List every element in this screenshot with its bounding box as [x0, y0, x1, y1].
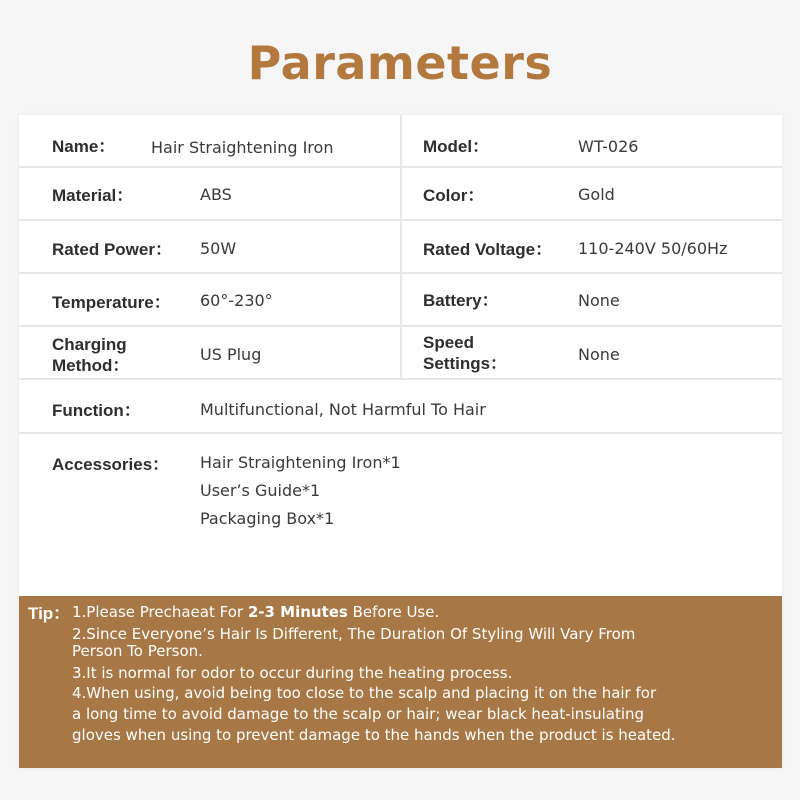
tip-1-after: Before Use.: [347, 603, 440, 621]
color-label: Color：: [423, 186, 485, 205]
tip-1-bold: 2-3 Minutes: [247, 603, 348, 621]
accessories-label: Accessories：: [52, 455, 170, 474]
color-value: Gold: [578, 185, 615, 204]
page-title: Parameters: [247, 36, 553, 90]
accessory-item: Packaging Box*1: [200, 509, 335, 528]
tip-2-line-2: Person To Person.: [72, 642, 203, 660]
material-value: ABS: [200, 185, 232, 204]
temperature-label: Temperature：: [52, 293, 171, 312]
charging-method-label-line1: Charging: [52, 335, 127, 354]
speed-settings-label-line1: Speed: [423, 333, 475, 352]
tip-label: Tip：: [28, 604, 71, 623]
charging-method-label-line2: Method：: [52, 356, 130, 375]
tip-4-line-3: gloves when using to prevent damage to the hands when the product is heated.: [72, 726, 676, 744]
function-value: Multifunctional, Not Harmful To Hair: [200, 400, 486, 419]
rated-power-label: Rated Power：: [52, 240, 172, 259]
name-label: Name：: [52, 137, 116, 156]
tips-panel: [19, 596, 782, 768]
speed-settings-label-line2: Settings：: [423, 354, 508, 373]
rated-power-value: 50W: [200, 239, 237, 258]
charging-method-value: US Plug: [200, 345, 262, 364]
tip-1: [72, 603, 439, 622]
rated-voltage-label: Rated Voltage：: [423, 240, 553, 259]
model-value: WT-026: [578, 137, 639, 156]
temperature-value: 60°-230°: [200, 291, 273, 310]
column-divider: [400, 115, 402, 380]
name-value: Hair Straightening Iron: [151, 138, 334, 157]
tip-3: 3.It is normal for odor to occur during the heating process.: [72, 664, 513, 682]
tip-2-line-1: 2.Since Everyone’s Hair Is Different, The Duration Of Styling Will Vary From: [72, 625, 636, 643]
model-label: Model：: [423, 137, 490, 156]
accessory-item: User’s Guide*1: [200, 481, 321, 500]
battery-label: Battery：: [423, 291, 499, 310]
tip-4-line-1: 4.When using, avoid being too close to the scalp and placing it on the hair for: [72, 684, 657, 702]
tip-4-line-2: a long time to avoid damage to the scalp or hair; wear black heat-insulating: [72, 705, 645, 723]
function-label: Function：: [52, 401, 141, 420]
rated-voltage-value: 110-240V 50/60Hz: [578, 239, 728, 258]
speed-settings-value: None: [578, 345, 620, 364]
tip-1-before: 1.Please Prechaeat For: [72, 603, 248, 621]
accessory-item: Hair Straightening Iron*1: [200, 453, 401, 472]
battery-value: None: [578, 291, 620, 310]
material-label: Material：: [52, 186, 134, 205]
